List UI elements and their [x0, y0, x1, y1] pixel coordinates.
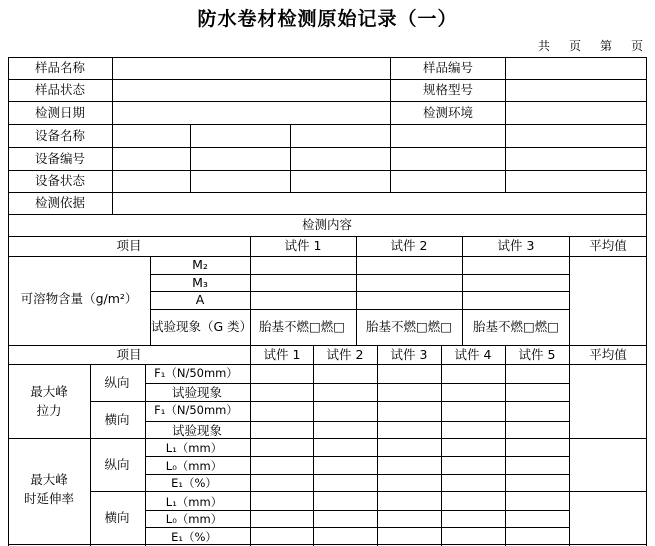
page-total-label: 共 [537, 39, 550, 53]
trans-e1: E₁（%） [171, 530, 217, 544]
max-force-label-2: 拉力 [36, 403, 62, 418]
table2-item-header: 项目 [116, 347, 142, 362]
section-title: 检测内容 [301, 217, 353, 232]
long-e1: E₁（%） [171, 476, 217, 490]
document-title: 防水卷材检测原始记录（一） [197, 8, 458, 30]
soluble-content-label: 可溶物含量（g/m²） [20, 291, 138, 306]
table2-specimen-5: 试件 5 [518, 347, 556, 362]
observation-specimen-2: 胎基不燃□燃□ [365, 319, 453, 334]
trans-l0: L₀（mm） [165, 512, 223, 526]
max-elongation-label-2: 时延伸率 [23, 491, 75, 506]
table2-specimen-4: 试件 4 [454, 347, 492, 362]
max-force-label-1: 最大峰 [30, 384, 68, 399]
table2-specimen-1: 试件 1 [263, 347, 301, 362]
label-equipment-state: 设备状态 [34, 173, 86, 188]
max-force-trans-f1: F₁（N/50mm） [154, 403, 238, 417]
max-force-trans-phenomenon: 试验现象 [171, 423, 223, 438]
table1-specimen-2: 试件 2 [390, 238, 428, 253]
observation-label: 试验现象（G 类） [151, 319, 253, 334]
max-force-long-f1: F₁（N/50mm） [154, 366, 238, 380]
observation-specimen-3: 胎基不燃□燃□ [472, 319, 560, 334]
label-test-basis: 检测依据 [34, 195, 86, 210]
page-current-unit: 页 [630, 39, 643, 53]
label-sample-name: 样品名称 [34, 60, 86, 75]
row-m3: M₃ [192, 275, 208, 290]
table1-specimen-3: 试件 3 [497, 238, 535, 253]
max-force-long-phenomenon: 试验现象 [171, 385, 223, 400]
trans-l1: L₁（mm） [165, 495, 223, 509]
table1-specimen-1: 试件 1 [284, 238, 322, 253]
long-l0: L₀（mm） [165, 459, 223, 473]
label-test-date: 检测日期 [34, 105, 86, 120]
table1-item-header: 项目 [116, 238, 142, 253]
table2-average: 平均值 [589, 347, 627, 362]
page-total-unit: 页 [568, 39, 581, 53]
label-spec-model: 规格型号 [422, 82, 474, 97]
table2-specimen-2: 试件 2 [326, 347, 364, 362]
label-equipment-number: 设备编号 [34, 151, 86, 166]
label-equipment-name: 设备名称 [34, 128, 86, 143]
table1-average: 平均值 [589, 238, 627, 253]
max-force-longitudinal: 纵向 [104, 375, 130, 390]
max-elongation-transverse: 横向 [104, 510, 130, 525]
max-force-transverse: 横向 [104, 412, 130, 427]
label-test-env: 检测环境 [422, 105, 474, 120]
label-sample-number: 样品编号 [422, 60, 474, 75]
row-a: A [195, 292, 205, 307]
table2-specimen-3: 试件 3 [390, 347, 428, 362]
max-elongation-label-1: 最大峰 [30, 472, 68, 487]
label-sample-state: 样品状态 [34, 82, 86, 97]
row-m2: M₂ [192, 257, 208, 272]
long-l1: L₁（mm） [165, 441, 223, 455]
observation-specimen-1: 胎基不燃□燃□ [258, 319, 346, 334]
page-current-label: 第 [599, 39, 612, 53]
max-elongation-longitudinal: 纵向 [104, 457, 130, 472]
